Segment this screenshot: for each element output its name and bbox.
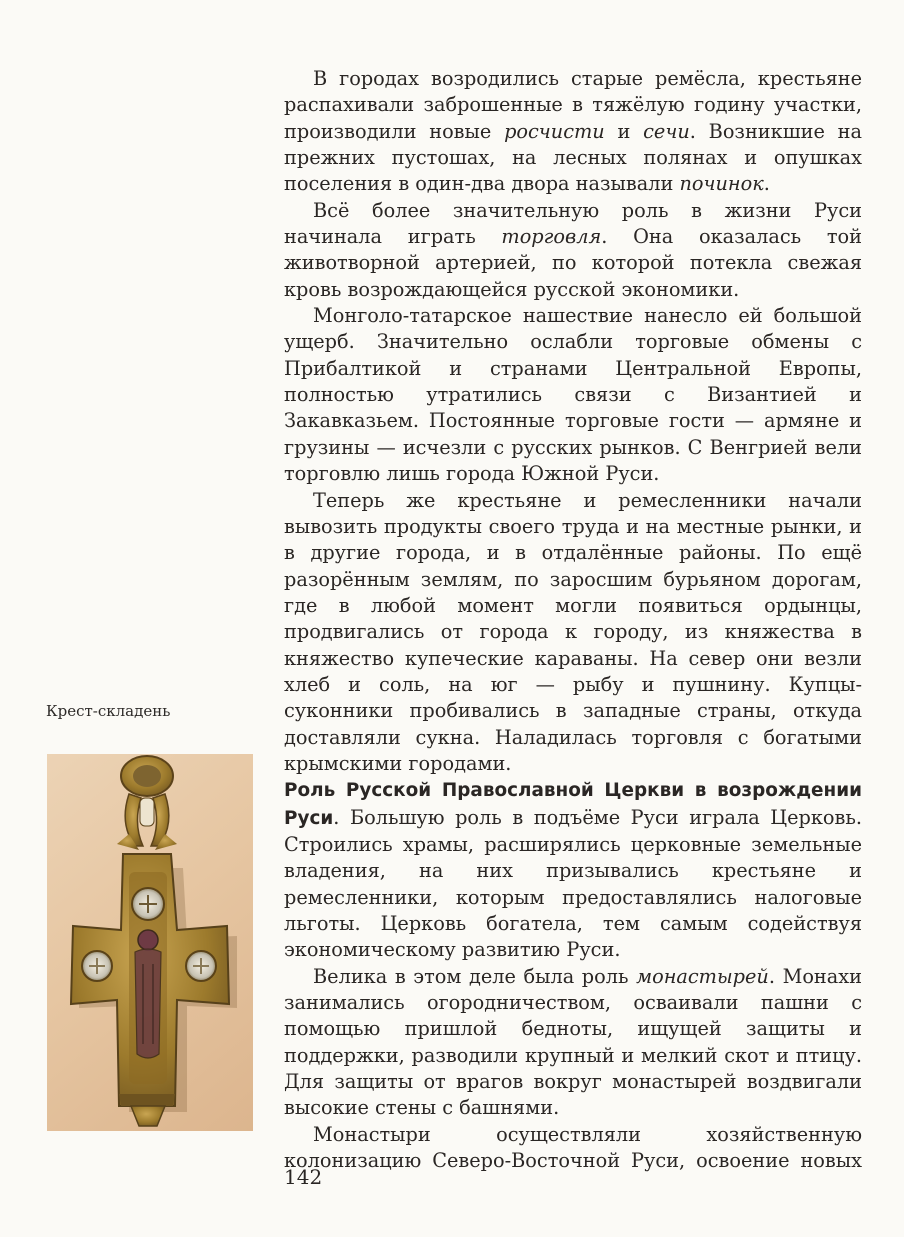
italic-term: росчисти xyxy=(504,119,605,143)
paragraph-1 xyxy=(284,66,862,198)
italic-term: сечи xyxy=(643,119,690,143)
paragraph-2 xyxy=(284,198,862,303)
text-run: . Возникшие на прежних пустошах, на лесных полянах и опушках поселения в один-два двора называли xyxy=(284,119,862,196)
figure-caption: Крест-складень xyxy=(46,702,171,720)
cross-body xyxy=(71,854,229,1126)
text-run: Всё более значительную роль в жизни Руси начинала играть xyxy=(284,198,862,249)
cross-bale xyxy=(117,756,177,850)
text-run: Велика в этом деле была роль xyxy=(313,964,637,988)
text-run: . xyxy=(763,172,770,196)
paragraph-6 xyxy=(284,964,862,1122)
text-run: . Монахи занимались огородничеством, осваивали пашни с помощью пришлой бедноты, ищущей защиты и поддержки, разводили крупный и мелкий скот и птицу. Для защиты от врагов вокруг монастырей воздвигали высокие стены с башнями. xyxy=(284,964,862,1120)
text-run: В городах возродились старые ремёсла, крестьяне распахивали заброшенные в тяжёлую годину участки, производили новые xyxy=(284,67,862,143)
text-run: . Большую роль в подъёме Руси играла Церковь. Строились храмы, расширялись церковные земельные владения, на них призывались крестьяне и ремесленники, которым предоставлялись налоговые льготы. Церковь богатела, тем самым содействуя экономическому развитию Руси. xyxy=(284,805,862,962)
text-run: . Она оказалась той животворной артерией, по которой потекла свежая кровь возрождающейся русской экономики. xyxy=(284,225,862,301)
italic-term: монастырей xyxy=(636,964,769,988)
paragraph-4: Теперь же крестьяне и ремесленники начали вывозить продукты своего труда и на местные рынки, и в другие города, и в отдалённые районы. По ещё разорённым землям, по заросшим бурьяном дорогам, где в любой момент могли появиться ордынцы, продвигались от города к городу, из княжества в княжество купеческие караваны. На север они везли хлеб и соль, на юг — рыбу и пушнину. Купцы-суконники пробивались в западные страны, откуда доставляли сукна. Наладилась торговля с богатыми крымскими городами. xyxy=(284,488,862,775)
main-text xyxy=(284,66,862,1174)
page-number: 142 xyxy=(284,1165,323,1189)
paragraph-3: Монголо-татарское нашествие нанесло ей большой ущерб. Значительно ослабли торговые обмены с Прибалтикой и странами Центральной Европы, полностью утратились связи с Византией и Закавказьем. Постоянные торговые гости — армяне и грузины — исчезли с русских рынков. С Венгрией вели торговлю лишь города Южной Руси. xyxy=(284,304,862,486)
paragraph-7: Монастыри осуществляли хозяйственную колонизацию Северо-Восточной Руси, освоение новых xyxy=(284,1122,862,1173)
italic-term: торговля xyxy=(501,225,602,249)
italic-term: починок xyxy=(679,172,764,196)
section-heading: Роль Русской Православной Церкви в возрождении Руси xyxy=(284,780,862,829)
cross-photo xyxy=(47,754,253,1131)
text-run: и xyxy=(604,119,644,143)
paragraph-5 xyxy=(284,777,862,963)
